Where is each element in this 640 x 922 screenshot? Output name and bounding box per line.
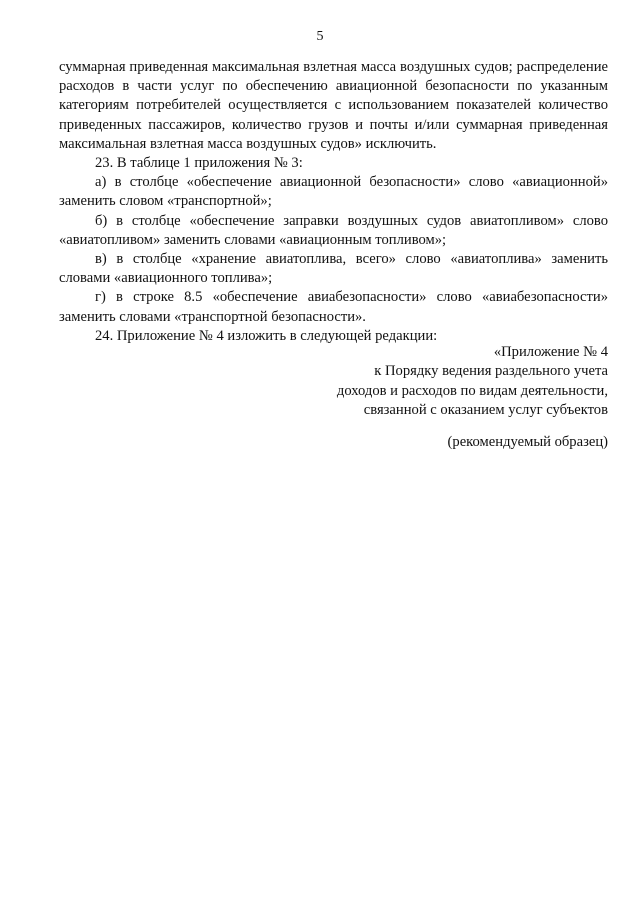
paragraph-item-24: 24. Приложение № 4 изложить в следующей редакции: bbox=[95, 327, 438, 344]
paragraph-item-23b: б) в столбце «обеспечение заправки воздушных судов авиатопливом» слово «авиатопливом» заменить словами «авиационным топливом»; bbox=[59, 212, 608, 248]
paragraph-item-23a: а) в столбце «обеспечение авиационной безопасности» слово «авиационной» заменить словом «транспортной»; bbox=[59, 174, 608, 210]
paragraph-item-23v: в) в столбце «хранение авиатоплива, всего» слово «авиатоплива» заменить словами «авиационного топлива»; bbox=[59, 251, 608, 287]
paragraph-continuation: суммарная приведенная максимальная взлетная масса воздушных судов; распределение расходов в части услуг по обеспечению авиационной безопасности по указанным категориям потребителей осуществляется с использованием показателей количество приведенных пассажиров, количество грузов и почты и/или суммарная приведенная максимальная взлетная масса воздушных судов» исключить. bbox=[59, 59, 608, 152]
paragraph-item-23g: г) в строке 8.5 «обеспечение авиабезопасности» слово «авиабезопасности» заменить словами «транспортной безопасности». bbox=[59, 289, 608, 325]
appendix-line-2: доходов и расходов по видам деятельности, bbox=[336, 382, 608, 399]
appendix-heading bbox=[248, 343, 608, 421]
appendix-title: «Приложение № 4 bbox=[493, 344, 608, 360]
sample-note: (рекомендуемый образец) bbox=[447, 434, 608, 450]
page-number: 5 bbox=[316, 29, 324, 44]
appendix-line-1: к Порядку ведения раздельного учета bbox=[374, 363, 608, 380]
paragraph-item-23: 23. В таблице 1 приложения № 3: bbox=[95, 155, 303, 172]
appendix-line-3: связанной с оказанием услуг субъектов bbox=[363, 402, 608, 419]
body-text bbox=[59, 58, 608, 346]
